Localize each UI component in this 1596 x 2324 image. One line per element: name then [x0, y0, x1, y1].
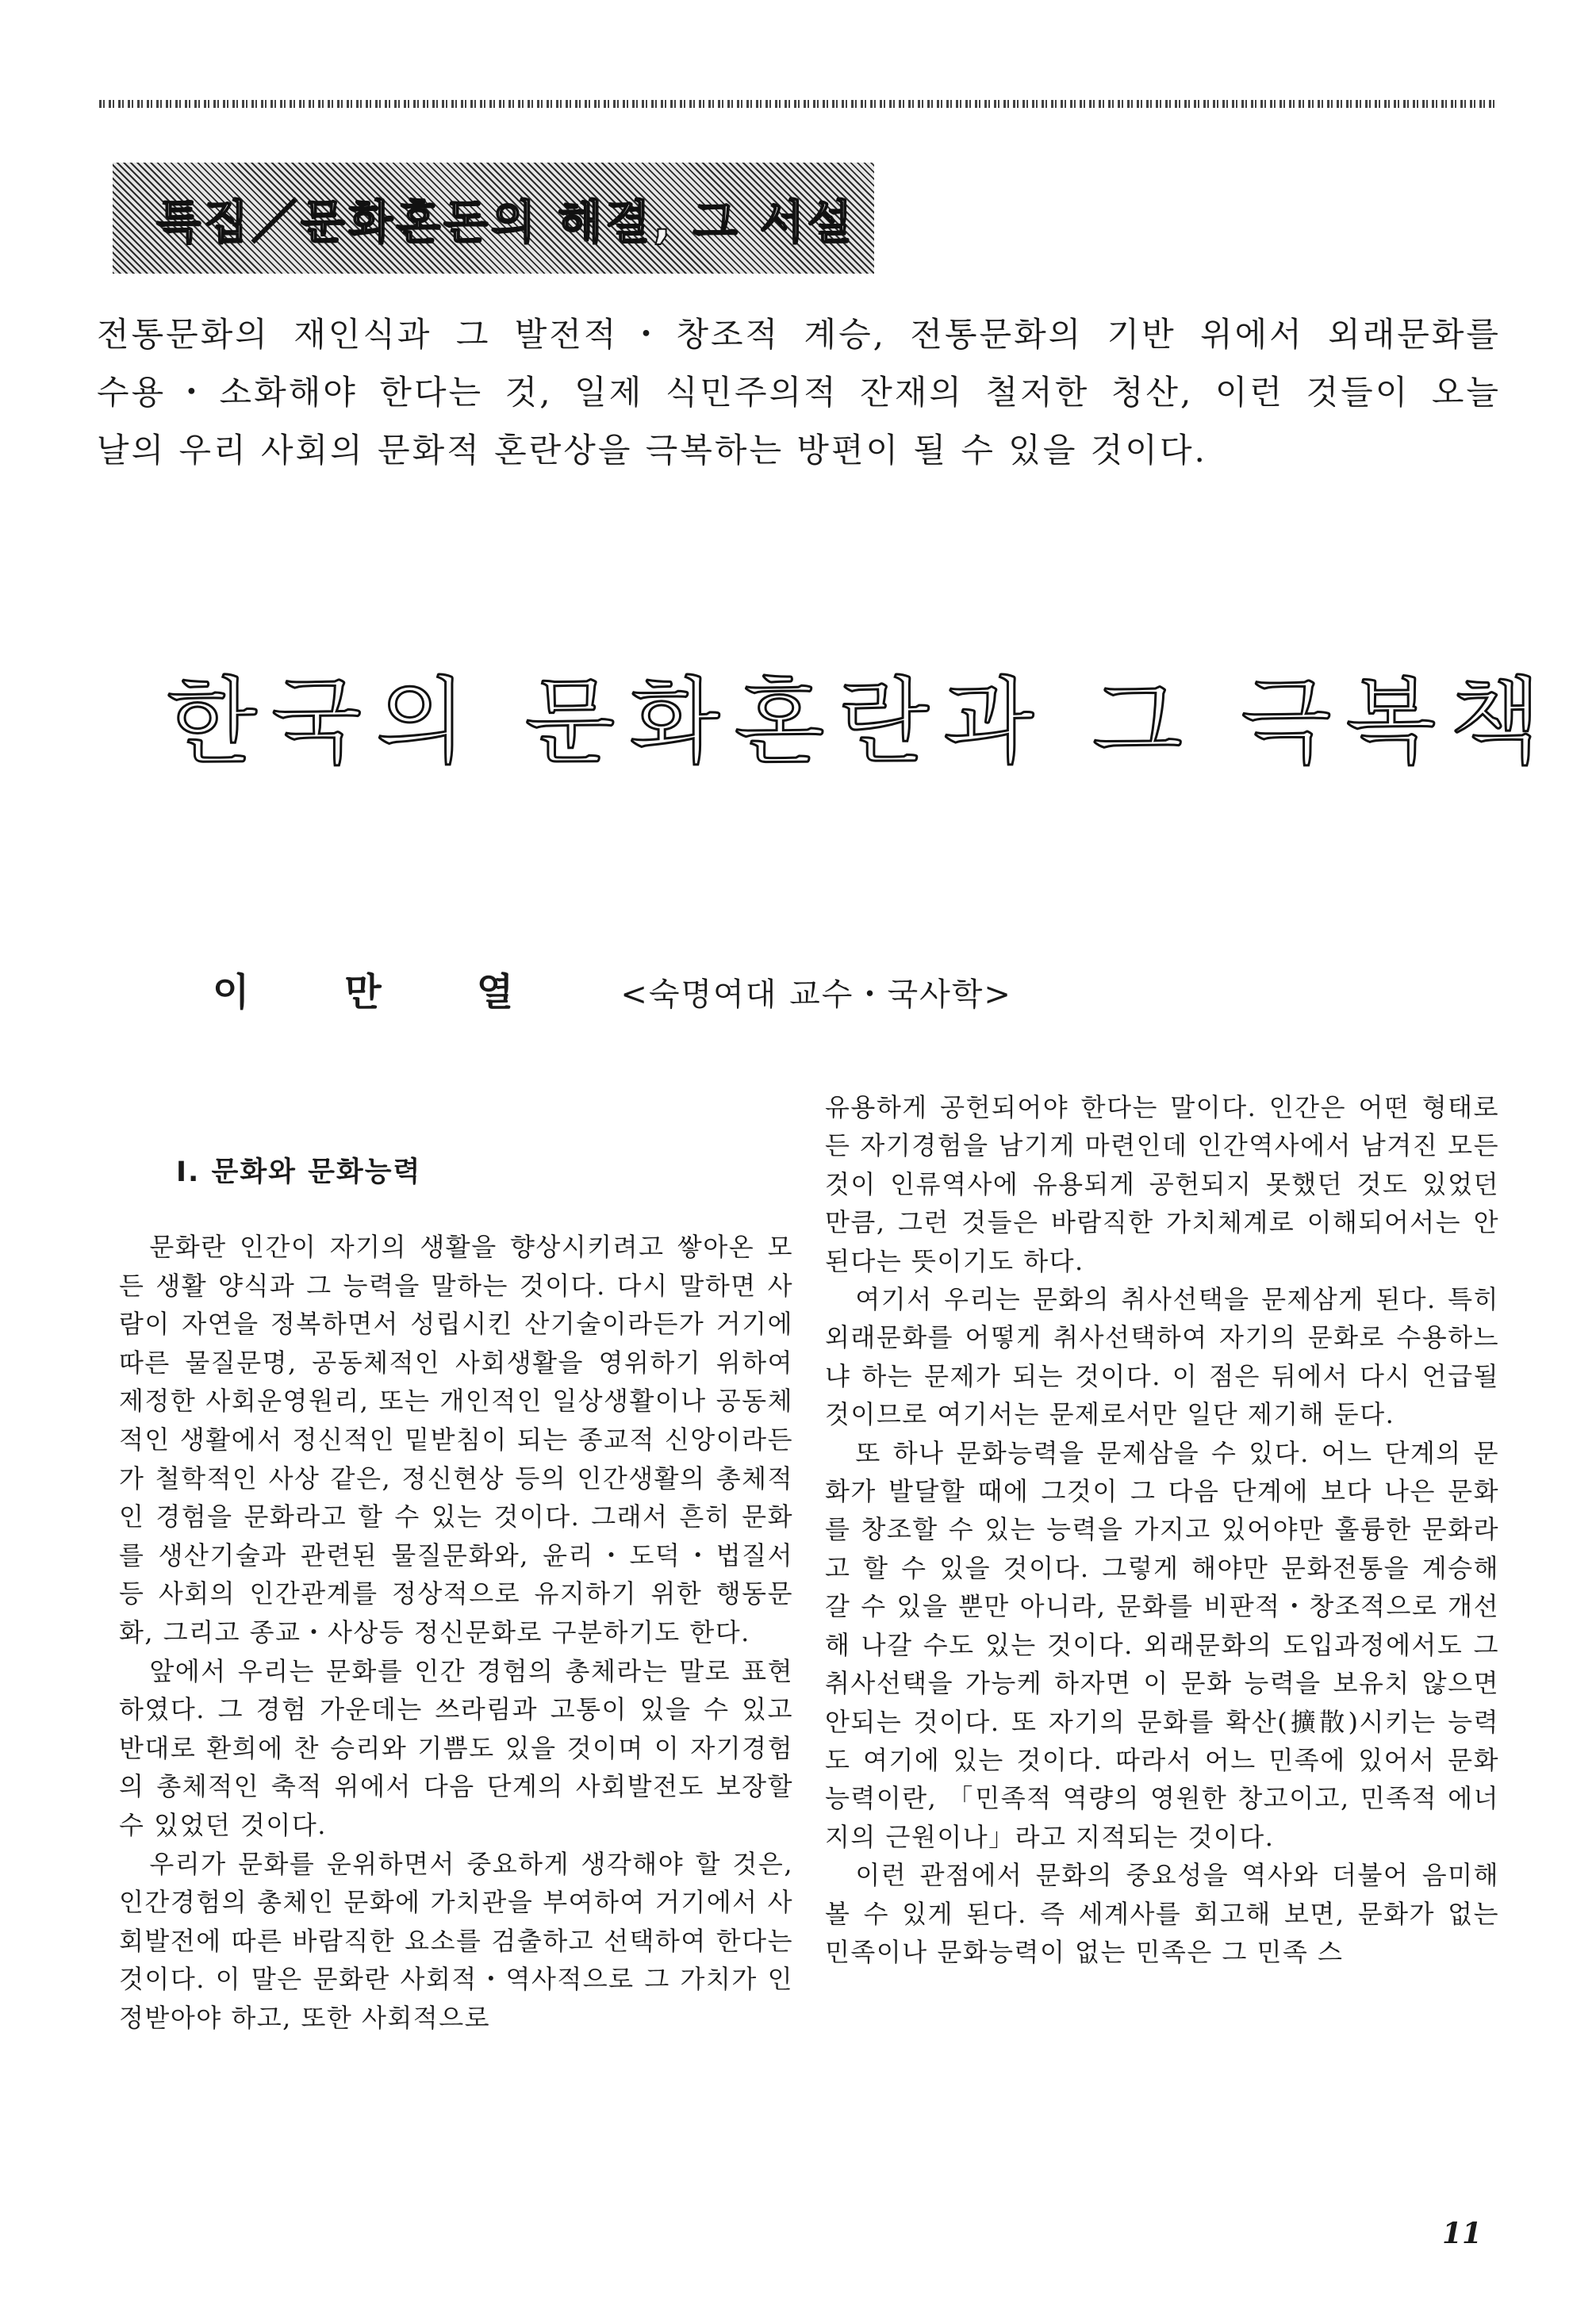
- feature-banner: [113, 163, 874, 274]
- body-paragraph: 이런 관점에서 문화의 중요성을 역사와 더불어 음미해 볼 수 있게 된다. 즉 세계사를 회고해 보면, 문화가 없는 민족이나 문화능력이 없는 민족은 그 민족 스: [825, 1860, 1499, 1967]
- lead-paragraph: [97, 305, 1501, 479]
- page-number: 11: [1442, 2217, 1483, 2250]
- body-paragraph: 우리가 문화를 운위하면서 중요하게 생각해야 할 것은, 인간경험의 총체인 문화에 가치관을 부여하여 거기에서 사회발전에 따른 바람직한 요소를 검출하고 선택하여 한다는 것이다. 이 말은 문화란 사회적・역사적으로 그 가치가 인정받아야 하고, 또한 사회적으로: [119, 1848, 793, 2033]
- body-paragraph: 여기서 우리는 문화의 취사선택을 문제삼게 된다. 특히 외래문화를 어떻게 취사선택하여 자기의 문화로 수용하느냐 하는 문제가 되는 것이다. 이 점은 뒤에서 다시 언급될 것이므로 여기서는 문제로서만 일단 제기해 둔다.: [825, 1284, 1499, 1430]
- left-column: [119, 1228, 793, 2037]
- section-heading: Ⅰ. 문화와 문화능력: [176, 1156, 422, 1188]
- author-line: [213, 961, 1323, 1016]
- lead-line: 전통문화의 재인식과 그 발전적・창조적 계승, 전통문화의 기반 위에서 외래문화를: [97, 315, 1501, 354]
- article-title: 한국의 문화혼란과 그 극복책: [167, 667, 1556, 777]
- body-paragraph: 앞에서 우리는 문화를 인간 경험의 총체라는 말로 표현하였다. 그 경험 가운데는 쓰라림과 고통이 있을 수 있고 반대로 환희에 찬 승리와 기쁨도 있을 것이며 이 자기경험의 총체적인 축적 위에서 다음 단계의 사회발전도 보장할 수 있었던 것이다.: [119, 1655, 793, 1840]
- lead-line: 날의 우리 사회의 문화적 혼란상을 극복하는 방편이 될 수 있을 것이다.: [97, 431, 1207, 470]
- body-paragraph: 또 하나 문화능력을 문제삼을 수 있다. 어느 단계의 문화가 발달할 때에 그것이 그 다음 단계에 보다 나은 문화를 창조할 수 있는 능력을 가지고 있어야만 훌륭한 문화라고 할 수 있을 것이다. 그렇게 해야만 문화전통을 계승해 갈 수 있을 뿐만 아니라, 문화를 비판적・창조적으로 개선해 나갈 수도 있는 것이다. 외래문화의 도입과정에서도 그 취사선택을 가능케 하자면 이 문화 능력을 보유치 않으면 안되는 것이다. 또 자기의 문화를 확산(擴散)시키는 능력도 여기에 있는 것이다. 따라서 어느 민족에 있어서 문화능력이란, 「민족적 역량의 영원한 창고이고, 민족적 에너지의 근원이나」라고 지적되는 것이다.: [825, 1437, 1499, 1852]
- body-paragraph: 유용하게 공헌되어야 한다는 말이다. 인간은 어떤 형태로든 자기경험을 남기게 마련인데 인간역사에서 남겨진 모든 것이 인류역사에 유용되게 공헌되지 못했던 것도 있었던 만큼, 그런 것들은 바람직한 가치체계로 이해되어서는 안된다는 뜻이기도 하다.: [825, 1092, 1499, 1276]
- lead-line: 수용・소화해야 한다는 것, 일제 식민주의적 잔재의 철저한 청산, 이런 것들이 오늘: [97, 373, 1501, 412]
- body-paragraph: 문화란 인간이 자기의 생활을 향상시키려고 쌓아온 모든 생활 양식과 그 능력을 말하는 것이다. 다시 말하면 사람이 자연을 정복하면서 성립시킨 산기술이라든가 거기에 따른 물질문명, 공동체적인 사회생활을 영위하기 위하여 제정한 사회운영원리, 또는 개인적인 일상생활이나 공동체적인 생활에서 정신적인 밑받침이 되는 종교적 신앙이라든가 철학적인 사상 같은, 정신현상 등의 인간생활의 총체적인 경험을 문화라고 할 수 있는 것이다. 그래서 흔히 문화를 생산기술과 관련된 물질문화와, 윤리・도덕・법질서 등 사회의 인간관계를 정상적으로 유지하기 위한 행동문화, 그리고 종교・사상등 정신문화로 구분하기도 한다.: [119, 1232, 793, 1647]
- header-rule: [99, 100, 1495, 108]
- right-column: [825, 1088, 1499, 1971]
- author-affiliation: <숙명여대 교수・국사학>: [620, 976, 1012, 1013]
- author-name: 이만열: [213, 970, 609, 1014]
- feature-banner-text: 특집／문화혼돈의 해결, 그 서설: [156, 195, 855, 249]
